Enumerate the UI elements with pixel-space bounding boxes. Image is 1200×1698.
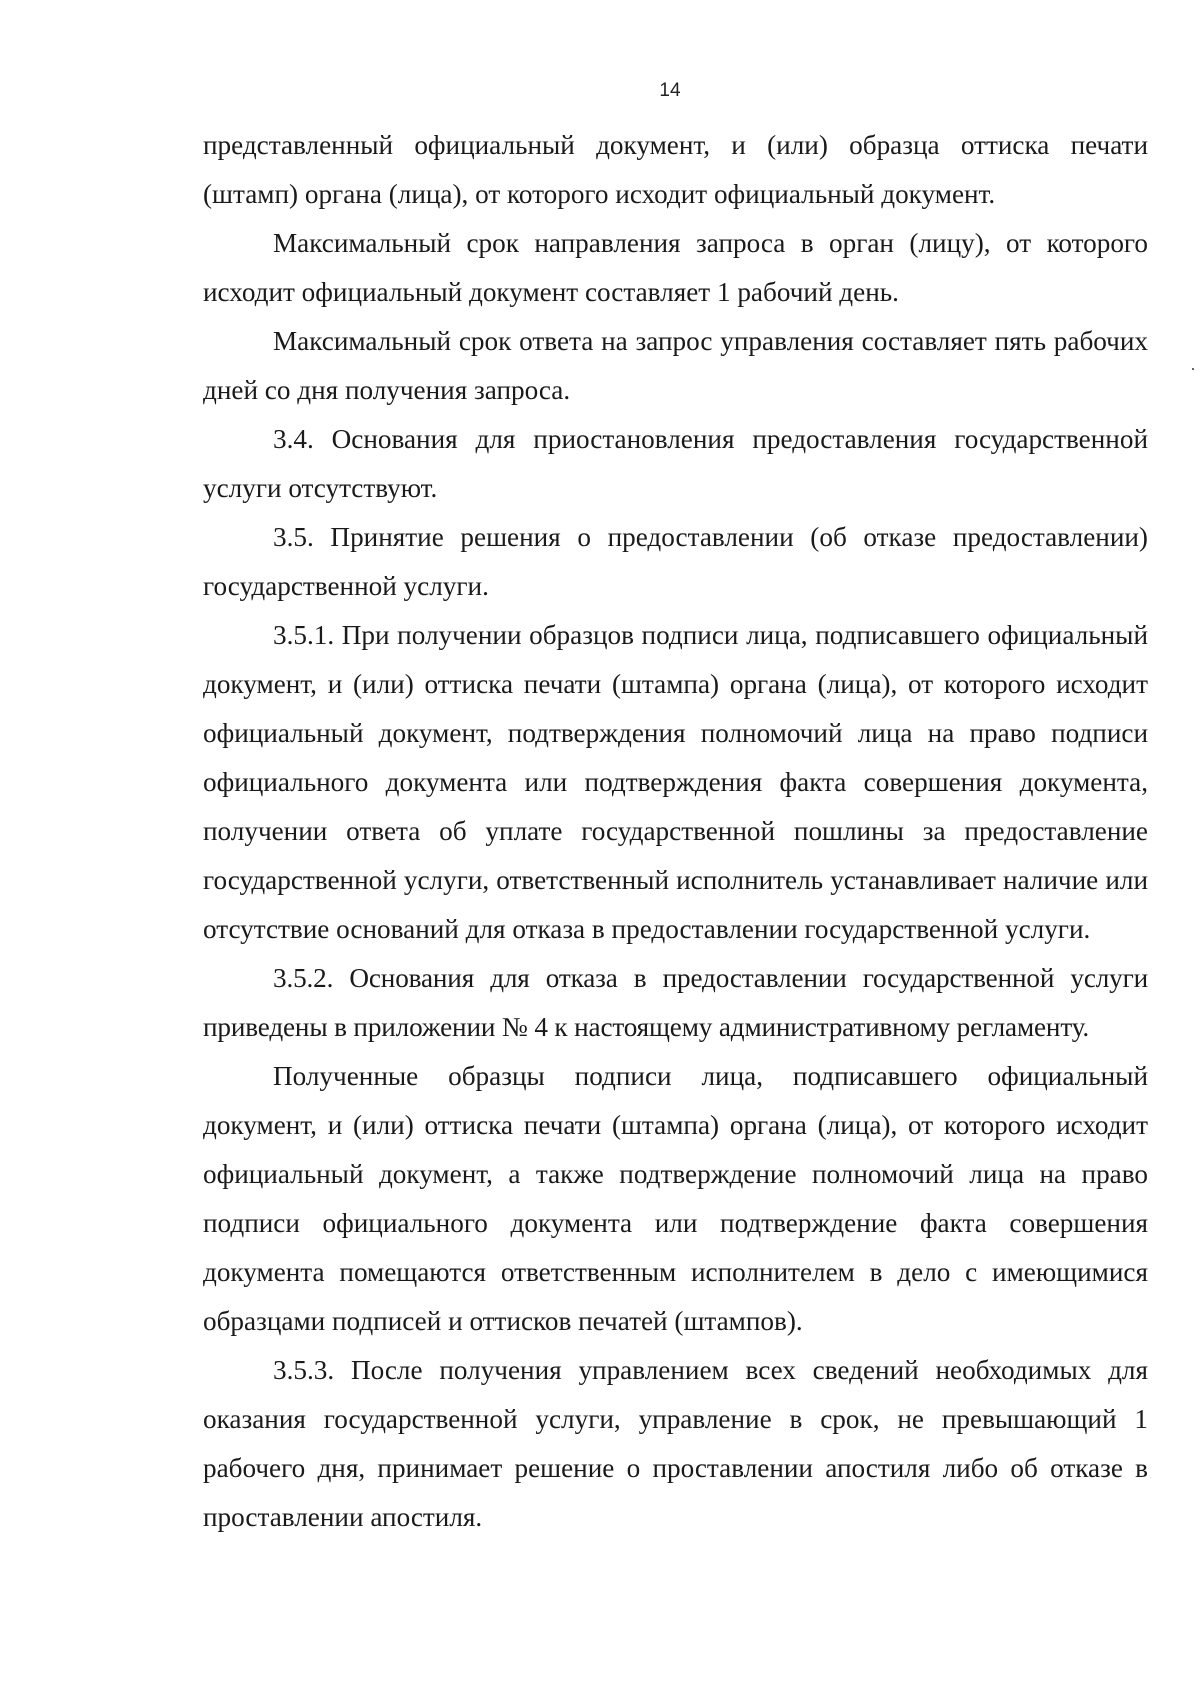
scan-speck bbox=[1192, 368, 1194, 370]
paragraph-request-deadline: Максимальный срок направления запроса в орган (лицу), от которого исходит официальный документ составляет 1 рабочий день. bbox=[203, 228, 1148, 307]
paragraph-response-deadline: Максимальный срок ответа на запрос управления составляет пять рабочих дней со дня получения запроса. bbox=[203, 326, 1148, 405]
paragraph-3-5: 3.5. Принятие решения о предоставлении (об отказе предоставлении) государственной услуги. bbox=[203, 522, 1148, 601]
document-body bbox=[203, 121, 1148, 1542]
page-number: 14 bbox=[659, 80, 681, 101]
paragraph-samples-filing: Полученные образцы подписи лица, подписавшего официальный документ, и (или) оттиска печати (штампа) органа (лица), от которого исходит официальный документ, а также подтверждение полномочий лица на право подписи официального документа или подтверждение факта совершения документа помещаются ответственным исполнителем в дело с имеющимися образцами подписей и оттисков печатей (штампов). bbox=[203, 1061, 1148, 1336]
paragraph-3-4: 3.4. Основания для приостановления предоставления государственной услуги отсутствуют. bbox=[203, 424, 1148, 503]
paragraph-3-5-2: 3.5.2. Основания для отказа в предоставлении государственной услуги приведены в приложении № 4 к настоящему административному регламенту. bbox=[203, 963, 1148, 1042]
paragraph-3-5-3: 3.5.3. После получения управлением всех сведений необходимых для оказания государственной услуги, управление в срок, не превышающий 1 рабочего дня, принимает решение о проставлении апостиля либо об отказе в проставлении апостиля. bbox=[203, 1355, 1148, 1532]
paragraph-continuation: представленный официальный документ, и (или) образца оттиска печати (штамп) органа (лица), от которого исходит официальный документ. bbox=[203, 130, 1148, 209]
paragraph-3-5-1: 3.5.1. При получении образцов подписи лица, подписавшего официальный документ, и (или) оттиска печати (штампа) органа (лица), от которого исходит официальный документ, подтверждения полномочий лица на право подписи официального документа или подтверждения факта совершения документа, получении ответа об уплате государственной пошлины за предоставление государственной услуги, ответственный исполнитель устанавливает наличие или отсутствие оснований для отказа в предоставлении государственной услуги. bbox=[203, 620, 1148, 944]
